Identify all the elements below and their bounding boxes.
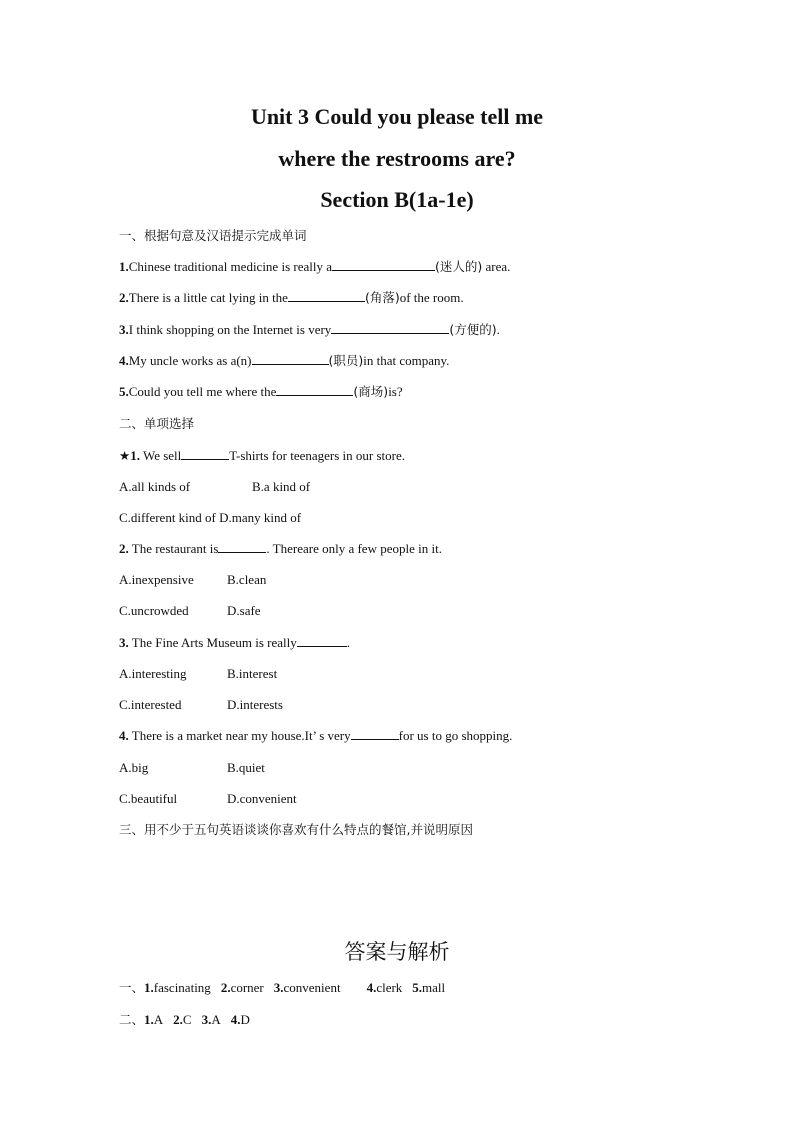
answer-number: 4.: [366, 980, 377, 995]
question-text-end: area.: [482, 259, 511, 274]
question-text-end: of the room.: [399, 290, 464, 305]
part2-q1-options-row-1: [119, 478, 310, 496]
option-b[interactable]: B.quiet: [227, 760, 265, 775]
question-number: 4.: [119, 728, 129, 743]
question-number: 1.: [130, 448, 140, 463]
answer-text: mall: [422, 980, 446, 995]
option-a[interactable]: A.all kinds of: [119, 479, 191, 494]
question-text: The Fine Arts Museum is really: [128, 635, 297, 650]
part2-question-2: [119, 540, 442, 558]
answers-title: 答案与解析: [344, 940, 450, 964]
answer-number: 2.: [220, 980, 231, 995]
option-b[interactable]: B.a kind of: [252, 479, 311, 494]
question-text-end: .: [346, 635, 351, 650]
question-number: 5.: [119, 384, 129, 399]
part2-question-3: [119, 634, 350, 652]
part1-question-3: [119, 321, 500, 339]
question-text: Chinese traditional medicine is really a: [128, 259, 332, 274]
question-text: Could you tell me where the: [128, 384, 277, 399]
option-d[interactable]: D.safe: [227, 603, 261, 618]
chinese-hint: (迷人的): [435, 259, 483, 274]
question-text: There is a market near my house.It’ s very: [128, 728, 351, 743]
option-c[interactable]: C.different kind of: [119, 510, 216, 525]
part2-q2-options-row-2: [119, 602, 261, 620]
part2-q4-options-row-1: [119, 759, 265, 777]
answers-part2: [119, 1011, 250, 1029]
option-d[interactable]: D.convenient: [227, 791, 297, 806]
page-title-line-3: Section B(1a-1e): [320, 187, 474, 212]
answer-blank[interactable]: [181, 447, 229, 460]
question-text-end: T-shirts for teenagers in our store.: [229, 448, 405, 463]
part2-q1-options-row-2: [119, 509, 301, 527]
question-text-end: is?: [388, 384, 403, 399]
answer-blank[interactable]: [332, 258, 435, 271]
part2-q2-options-row-1: [119, 571, 266, 589]
question-text-end: . Thereare only a few people in it.: [266, 541, 442, 556]
question-number: 1.: [119, 259, 129, 274]
part2-q3-options-row-2: [119, 696, 283, 714]
page-title-line-2: where the restrooms are?: [278, 146, 516, 171]
answer-blank[interactable]: [297, 634, 347, 647]
answer-text: convenient: [283, 980, 341, 995]
answer-number: 3.: [273, 980, 284, 995]
chinese-hint: (职员): [328, 353, 364, 368]
option-d[interactable]: D.many kind of: [219, 510, 302, 525]
answer-number: 2.: [173, 1012, 183, 1027]
part2-q3-options-row-1: [119, 665, 277, 683]
answer-blank[interactable]: [351, 727, 399, 740]
answer-text: A: [211, 1012, 221, 1027]
question-number: 4.: [119, 353, 129, 368]
option-d[interactable]: D.interests: [227, 697, 283, 712]
part2-question-1: [119, 447, 405, 465]
answer-number: 4.: [230, 1012, 241, 1027]
part1-question-1: [119, 258, 510, 276]
answer-blank[interactable]: [252, 352, 329, 365]
question-number: 3.: [119, 635, 129, 650]
question-number: 2.: [119, 541, 129, 556]
part1-question-2: [119, 289, 464, 307]
answer-text: D: [240, 1012, 250, 1027]
answers-part2-prefix: 二、: [119, 1012, 145, 1027]
answer-text: C: [182, 1012, 192, 1027]
star-icon: ★: [119, 448, 131, 463]
question-text-end: .: [496, 322, 500, 337]
part1-heading: 一、根据句意及汉语提示完成单词: [119, 228, 307, 243]
part2-q4-options-row-2: [119, 790, 297, 808]
answers-part1: [119, 979, 445, 997]
answer-text: corner: [230, 980, 264, 995]
question-text-end: in that company.: [363, 353, 450, 368]
answer-text: A: [153, 1012, 164, 1027]
option-a[interactable]: A.big: [119, 760, 149, 775]
question-text: There is a little cat lying in the: [128, 290, 288, 305]
answers-part1-prefix: 一、: [119, 980, 145, 995]
answer-blank[interactable]: [218, 540, 266, 553]
option-c[interactable]: C.beautiful: [119, 791, 178, 806]
answer-blank[interactable]: [288, 289, 365, 302]
answer-number: 1.: [144, 1012, 154, 1027]
answer-number: 1.: [144, 980, 154, 995]
question-text: We sell: [139, 448, 182, 463]
answer-blank[interactable]: [276, 383, 353, 396]
page-title-line-1: Unit 3 Could you please tell me: [250, 104, 544, 129]
question-text-end: for us to go shopping.: [398, 728, 513, 743]
question-text: The restaurant is: [128, 541, 219, 556]
option-a[interactable]: A.inexpensive: [119, 572, 194, 587]
part1-question-5: [119, 383, 403, 401]
part2-question-4: [119, 727, 512, 745]
question-number: 3.: [119, 322, 129, 337]
option-a[interactable]: A.interesting: [119, 666, 187, 681]
answer-number: 3.: [201, 1012, 212, 1027]
option-b[interactable]: B.clean: [227, 572, 267, 587]
question-text: I think shopping on the Internet is very: [128, 322, 332, 337]
question-number: 2.: [119, 290, 129, 305]
part1-question-4: [119, 352, 449, 370]
chinese-hint: (方便的): [449, 322, 497, 337]
answer-text: clerk: [376, 980, 403, 995]
chinese-hint: (商场): [353, 384, 389, 399]
option-c[interactable]: C.interested: [119, 697, 182, 712]
answer-number: 5.: [412, 980, 423, 995]
part3-heading: 三、用不少于五句英语谈谈你喜欢有什么特点的餐馆,并说明原因: [119, 822, 473, 837]
option-b[interactable]: B.interest: [227, 666, 278, 681]
part2-heading: 二、单项选择: [119, 416, 195, 431]
answer-text: fascinating: [153, 980, 211, 995]
chinese-hint: (角落): [364, 290, 400, 305]
answer-blank[interactable]: [331, 321, 449, 334]
question-text: My uncle works as a(n): [128, 353, 252, 368]
option-c[interactable]: C.uncrowded: [119, 603, 189, 618]
